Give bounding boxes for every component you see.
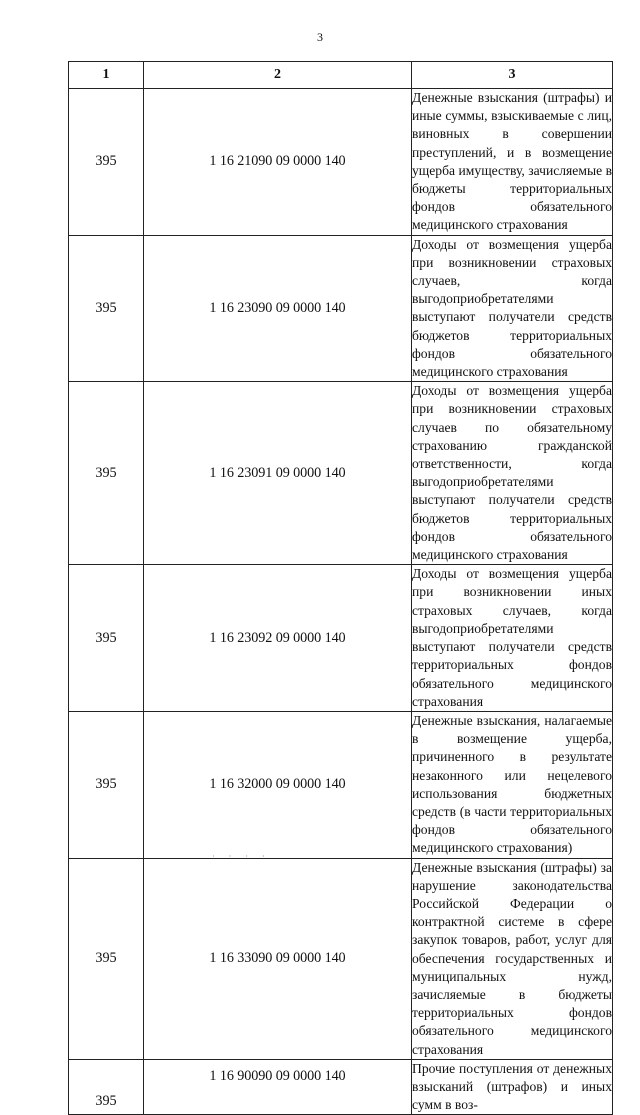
budget-classification-code: 1 16 32000 09 0000 140 <box>144 711 412 858</box>
administrator-code: 395 <box>69 565 144 712</box>
table-row <box>69 89 613 236</box>
table-row <box>69 565 613 712</box>
budget-classification-code: 1 16 21090 09 0000 140 <box>144 89 412 236</box>
revenue-description: Прочие поступления от денежных взысканий (штрафов) и иных сумм в воз- <box>412 1059 613 1115</box>
column-header-2: 2 <box>144 62 412 89</box>
administrator-code: 395 <box>69 858 144 1059</box>
administrator-code: 395 <box>69 382 144 565</box>
scan-artifact: · · · · <box>212 852 271 861</box>
table-row <box>69 235 613 382</box>
table-row <box>69 711 613 858</box>
revenue-description: Денежные взыскания (штрафы) и иные суммы, взыскиваемые с лиц, виновных в совершении преступлений, и в возмещение ущерба имуществу, зачисляемые в бюджеты территориальных фондов обязательного медицинского страхования <box>412 89 613 236</box>
revenue-description: Денежные взыскания (штрафы) за нарушение законодательства Российской Федерации о контрактной системе в сфере закупок товаров, работ, услуг для обеспечения государственных и муниципальных нужд, зачисляемые в бюджеты территориальных фондов обязательного медицинского страхования <box>412 858 613 1059</box>
administrator-code: 395 <box>69 711 144 858</box>
table-row <box>69 858 613 1059</box>
table-row <box>69 382 613 565</box>
column-header-1: 1 <box>69 62 144 89</box>
budget-classification-code: 1 16 23091 09 0000 140 <box>144 382 412 565</box>
budget-classification-code: 1 16 90090 09 0000 140 <box>144 1059 412 1115</box>
budget-revenue-table <box>68 61 613 1115</box>
revenue-description: Денежные взыскания, налагаемые в возмещение ущерба, причиненного в результате незаконного или нецелевого использования бюджетных средств (в части территориальных фондов обязательного медицинского страхования) <box>412 711 613 858</box>
administrator-code: 395 <box>69 235 144 382</box>
column-header-3: 3 <box>412 62 613 89</box>
administrator-code: 395 <box>69 89 144 236</box>
budget-classification-code: 1 16 23090 09 0000 140 <box>144 235 412 382</box>
budget-classification-code: 1 16 33090 09 0000 140 <box>144 858 412 1059</box>
revenue-description: Доходы от возмещения ущерба при возникновении страховых случаев по обязательному страхованию гражданской ответственности, когда выгодоприобретателями выступают получатели средств бюджетов территориальных фондов обязательного медицинского страхования <box>412 382 613 565</box>
administrator-code: 395 <box>69 1059 144 1115</box>
page-number: 3 <box>317 30 323 44</box>
table-header-row <box>69 62 613 89</box>
revenue-description: Доходы от возмещения ущерба при возникновении иных страховых случаев, когда выгодоприобретателями выступают получатели средств территориальных фондов обязательного медицинского страхования <box>412 565 613 712</box>
revenue-description: Доходы от возмещения ущерба при возникновении страховых случаев, когда выгодоприобретателями выступают получатели средств бюджетов территориальных фондов обязательного медицинского страхования <box>412 235 613 382</box>
table-row <box>69 1059 613 1115</box>
budget-classification-code: 1 16 23092 09 0000 140 <box>144 565 412 712</box>
